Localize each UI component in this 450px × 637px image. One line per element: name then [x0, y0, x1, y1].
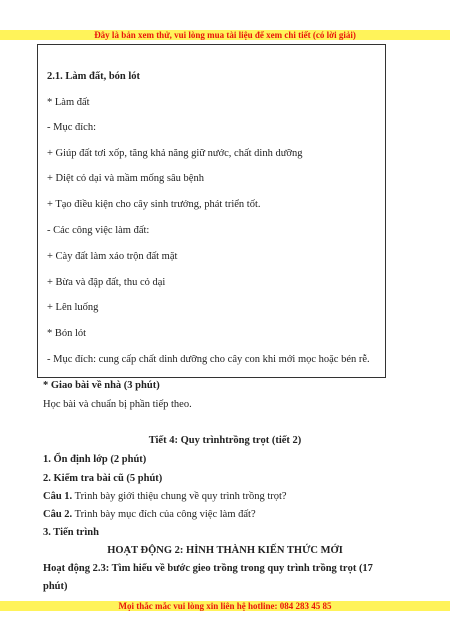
question-2 [43, 509, 256, 520]
preview-banner [0, 30, 450, 40]
activity-title: HOẠT ĐỘNG 2: HÌNH THÀNH KIẾN THỨC MỚI [107, 545, 343, 556]
box-line: * Làm đất [47, 97, 90, 108]
box-line: + Cày đất làm xáo trộn đất mặt [47, 251, 178, 262]
question-2-text: Trình bày mục đích của công việc làm đất? [72, 509, 256, 520]
box-line: + Giúp đất tơi xốp, tăng khả năng giữ nước, chất dinh dưỡng [47, 148, 303, 159]
box-line: + Tạo điều kiện cho cây sinh trưởng, phát triển tốt. [47, 199, 261, 210]
content-box [37, 44, 386, 378]
box-line: - Các công việc làm đất: [47, 225, 150, 236]
activity-subtitle: Hoạt động 2.3: Tìm hiểu về bước gieo trồng trong quy trình trồng trọt (17 [43, 563, 373, 574]
hotline-banner [0, 601, 450, 611]
homework-text: Học bài và chuẩn bị phần tiếp theo. [43, 399, 192, 410]
box-line: + Diệt cỏ dại và mầm mống sâu bệnh [47, 173, 204, 184]
question-2-label: Câu 2. [43, 509, 73, 520]
question-1-text: Trình bày giới thiệu chung về quy trình trồng trọt? [72, 491, 287, 502]
question-1-label: Câu 1. [43, 491, 73, 502]
box-line: - Mục đích: [47, 122, 96, 133]
box-line: - Mục đích: cung cấp chất dinh dưỡng cho cây con khi mới mọc hoặc bén rễ. [47, 354, 370, 365]
step-2: 2. Kiểm tra bài cũ (5 phút) [43, 473, 163, 484]
lesson-title: Tiết 4: Quy trìnhtrồng trọt (tiết 2) [148, 435, 302, 446]
hotline-banner-text: Mọi thắc mắc vui lòng xin liên hệ hotline: 084 283 45 85 [118, 601, 332, 611]
box-line: + Bừa và đập đất, thu cỏ dại [47, 277, 166, 288]
homework-heading: * Giao bài về nhà (3 phút) [43, 380, 160, 391]
activity-subtitle-cont: phút) [43, 581, 68, 592]
question-1 [43, 491, 287, 502]
box-heading: 2.1. Làm đất, bón lót [47, 71, 141, 82]
box-line: + Lên luống [47, 302, 99, 313]
box-line: * Bón lót [47, 328, 87, 339]
step-3: 3. Tiến trình [43, 527, 99, 538]
preview-banner-text: Đây là bản xem thử, vui lòng mua tài liệu để xem chi tiết (có lời giải) [94, 30, 356, 40]
step-1: 1. Ổn định lớp (2 phút) [43, 454, 147, 465]
